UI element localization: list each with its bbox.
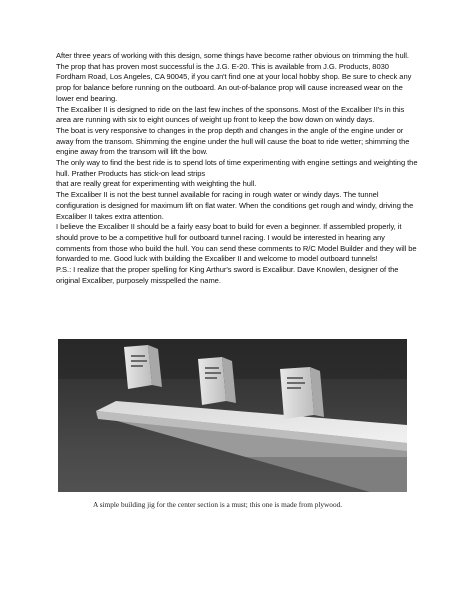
paragraph-prop-depth: The boat is very responsive to changes in the prop depth and changes in the angle of the engine under or away from the transom. Shimming the engine under the hull will cause the boat to ride wetter; shimming the engine away from the transom will lift the bow. xyxy=(56,125,410,157)
paragraph-lead-strips: that are really great for experimenting with weighting the hull. xyxy=(56,179,257,189)
article-body xyxy=(56,51,418,286)
building-jig-photo-image xyxy=(58,339,407,492)
paragraph-postscript: P.S.: I realize that the proper spelling for King Arthur's sword is Excalibur. Dave Knowlen, designer of the original Excaliber, purposely misspelled the name. xyxy=(56,265,399,285)
paragraph-beginner-build: I believe the Excaliber II should be a fairly easy boat to build for even a beginner. If assembled properly, it should prove to be a competitive hull for outboard tunnel racing. I would be interested in hearing any comments from those who build the hull. You can send these comments to R/C Model Builder and they will be forwarded to me. Good luck with building the Excaliber II and welcome to model outboard tunnels! xyxy=(56,222,417,264)
paragraph-rough-water: The Excaliber II is not the best tunnel available for racing in rough water or windy days. The tunnel configuration is designed for maximum lift on flat water. When the conditions get rough and windy, driving the Excaliber II takes extra attention. xyxy=(56,190,414,221)
photo-caption: A simple building jig for the center section is a must; this one is made from plywood. xyxy=(93,500,343,509)
paragraph-sponson-ride: The Excaliber II is designed to ride on the last few inches of the sponsons. Most of the Excaliber II's in this area are running with six to eight ounces of weight up front to keep the bow down on windy days. xyxy=(56,104,405,125)
paragraph-prop-trimming: After three years of working with this design, some things have become rather obvious on trimming the hull. The prop that has proven most successful is the J.G. E-20. This is available from J.G. Products, 8030 Fordham Road, Los Angeles, CA 90045, if you can't find one at your local hobby shop. Be sure to check any prop for balance before running on the outboard. An out-of-balance prop will cause increased wear on the lower end bearing. xyxy=(56,51,412,103)
building-jig-photo xyxy=(58,339,407,492)
paragraph-experimenting: The only way to find the best ride is to spend lots of time experimenting with engine settings and weighting the hull. Prather Products has stick-on lead strips xyxy=(56,158,418,178)
